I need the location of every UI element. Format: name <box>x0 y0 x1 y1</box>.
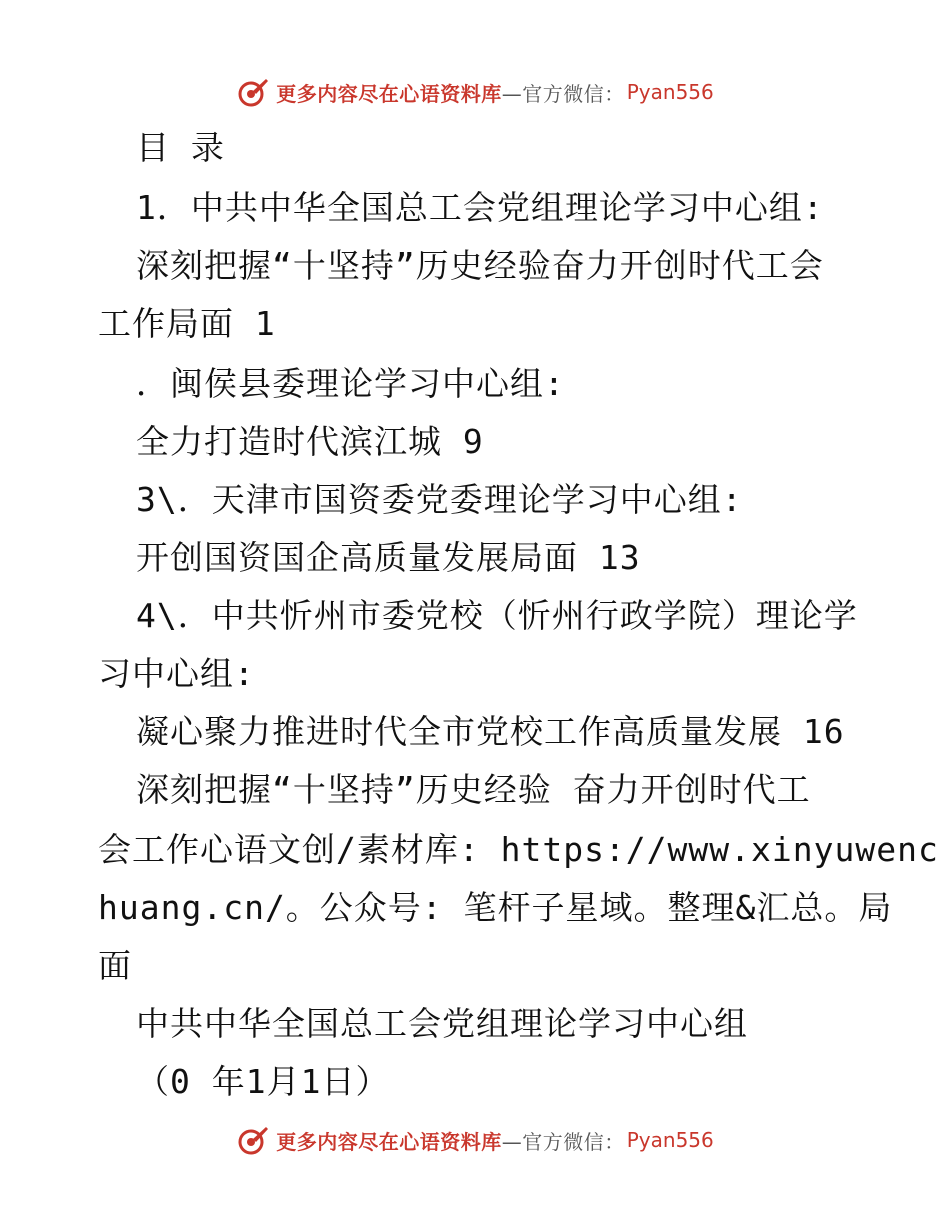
toc-entry-3-title: 3\．天津市国资委党委理论学习中心组: <box>136 480 743 519</box>
watermark-wechat-id: Pyan556 <box>626 80 714 104</box>
toc-entry-2-title: ．闽侯县委理论学习中心组: <box>136 364 565 403</box>
watermark-contact-text: —官方微信： <box>501 81 625 106</box>
watermark-wechat-id: Pyan556 <box>626 1128 714 1152</box>
toc-entry-3-subtitle: 开创国资国企高质量发展局面 13 <box>136 538 641 577</box>
watermark-contact-text: —官方微信： <box>501 1129 625 1154</box>
toc-entry-2-subtitle: 全力打造时代滨江城 9 <box>136 422 484 461</box>
toc-entry-4-title: 4\．中共忻州市委党校（忻州行政学院）理论学 <box>136 596 858 635</box>
watermark-brand-text: 更多内容尽在心语资料库 <box>276 1129 502 1154</box>
toc-entry-1-subtitle-cont: 工作局面 1 <box>98 304 276 343</box>
footer-watermark-banner <box>0 1120 950 1160</box>
article-title-line-4: 面 <box>98 946 132 985</box>
article-date: （0 年1月1日） <box>136 1062 390 1101</box>
toc-entry-4-title-cont: 习中心组: <box>98 654 255 693</box>
article-author: 中共中华全国总工会党组理论学习中心组 <box>136 1004 748 1043</box>
article-title-line-1: 深刻把握“十坚持”历史经验 奋力开创时代工 <box>136 770 811 809</box>
toc-entry-1-title: 1．中共中华全国总工会党组理论学习中心组: <box>136 188 824 227</box>
watermark-brand-text: 更多内容尽在心语资料库 <box>276 81 502 106</box>
pen-nib-logo-icon <box>236 1123 270 1157</box>
article-title-line-2: 会工作心语文创/素材库: https://www.xinyuwenc <box>98 830 939 869</box>
toc-entry-4-subtitle: 凝心聚力推进时代全市党校工作高质量发展 16 <box>136 712 845 751</box>
header-watermark-banner <box>0 72 950 112</box>
article-title-line-3: huang.cn/。公众号: 笔杆子星域。整理&汇总。局 <box>98 888 893 927</box>
pen-nib-logo-icon <box>236 75 270 109</box>
toc-entry-1-subtitle: 深刻把握“十坚持”历史经验奋力开创时代工会 <box>136 246 824 285</box>
toc-heading: 目 录 <box>136 128 225 167</box>
